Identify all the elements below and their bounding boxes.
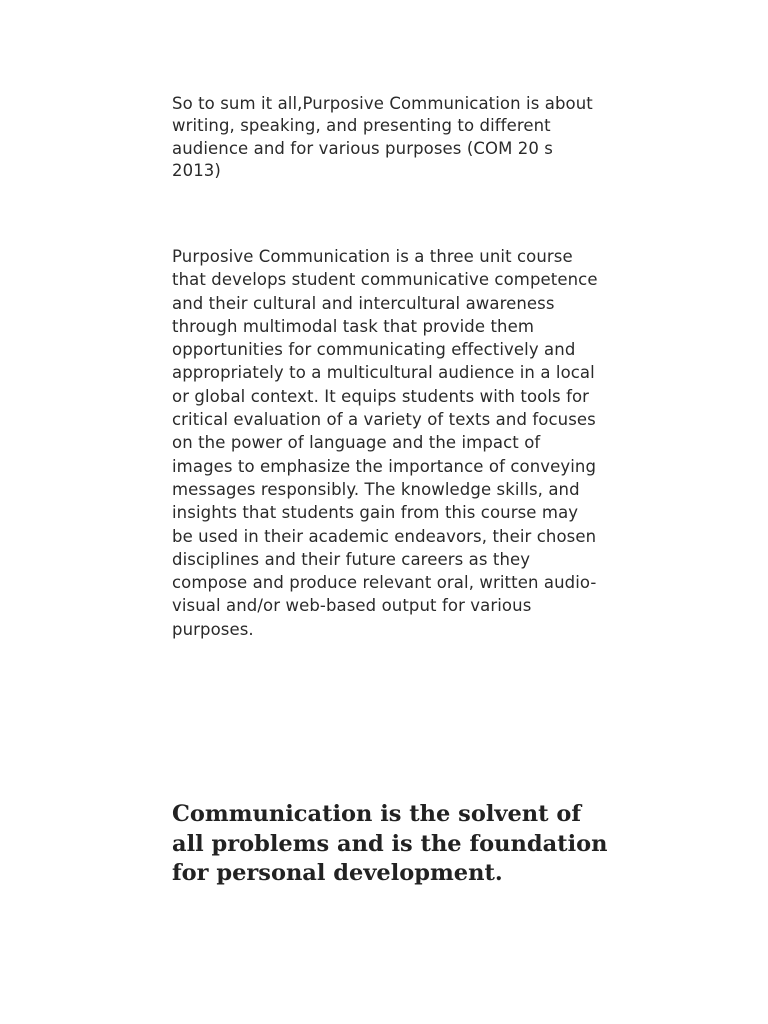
course-description-paragraph: Purposive Communication is a three unit course that develops student communicative competence and their cultural and intercultural awareness through multimodal task that provide them opportunities for communicating effectively and appropriately to a multicultural audience in a local or global context. It equips students with tools for critical evaluation of a variety of texts and focuses on the power of language and the impact of images to emphasize the importance of conveying messages responsibly. The knowledge skills, and insights that students gain from this course may be used in their academic endeavors, their chosen disciplines and their future careers as they compose and produce relevant oral, written audio-visual and/or web-based output for various purposes. [172,247,598,639]
summary-paragraph: So to sum it all,Purposive Communication is about writing, speaking, and presenting to different audience and for various purposes (COM 20 s 2013) [172,94,593,181]
communication-quote: Communication is the solvent of all problems and is the foundation for personal development. [172,801,608,886]
